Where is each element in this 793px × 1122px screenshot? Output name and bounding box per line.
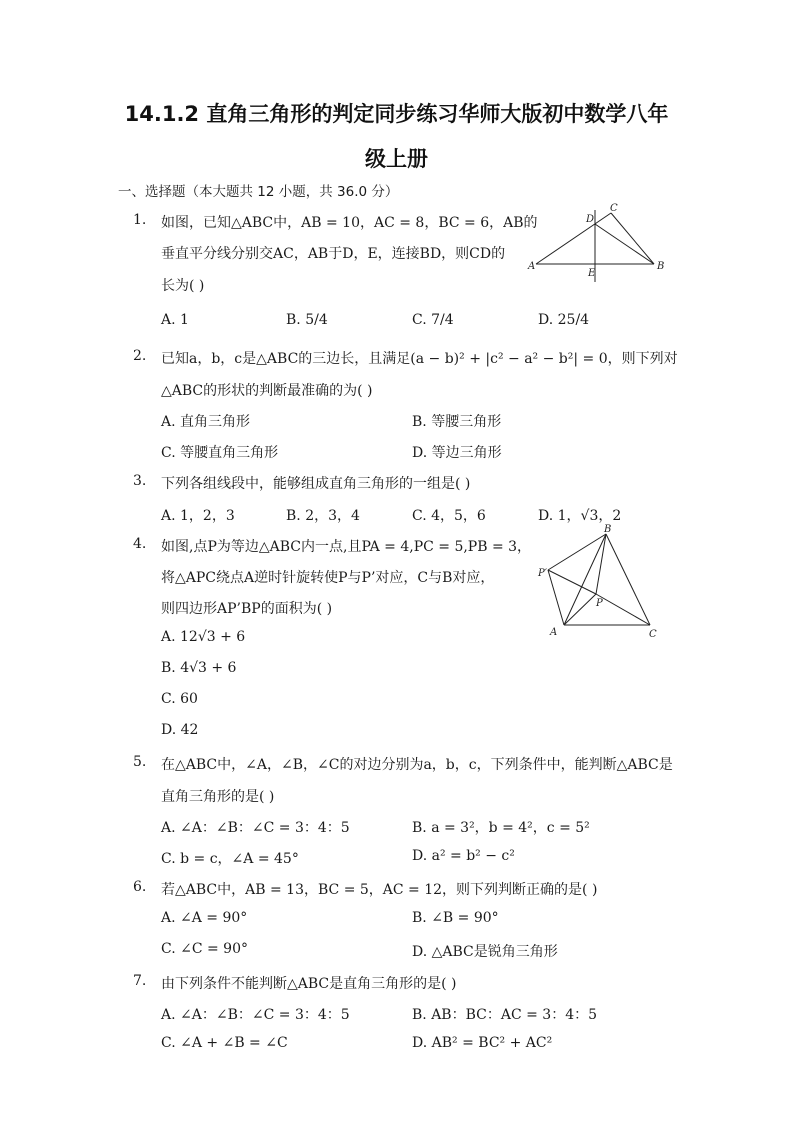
question-text-line: 如图，已知△ABC中，AB = 10，AC = 8，BC = 6，AB的 [161,215,538,231]
triangle-figure-4 [532,522,667,651]
question-text-line: 在△ABC中，∠A，∠B，∠C的对边分别为a，b，c，下列条件中，能判断△ABC是 [161,757,673,773]
option-d: D. 1，√3，2 [538,508,622,524]
option-a: A. 12√3 + 6 [161,629,246,645]
option-b: B. 等腰三角形 [412,414,502,430]
triangle-figure-1 [526,200,671,294]
section-heading: 一、选择题（本大题共 12 小题，共 36.0 分） [118,184,399,200]
label-b: B [604,524,612,535]
option-b: B. 4√3 + 6 [161,660,237,676]
option-a: A. 1，2，3 [161,508,235,524]
question-number: 5. [133,754,147,770]
option-c: C. b = c，∠A = 45° [161,851,299,867]
label-p-prime: P′ [538,568,547,579]
question-number: 2. [133,348,147,364]
label-b: B [657,261,665,272]
label-c: C [649,629,657,640]
option-d: D. 等边三角形 [412,445,502,461]
question-text-line: 长为( ) [161,278,205,294]
option-c: C. 4，5，6 [412,508,486,524]
label-c: C [610,203,618,214]
option-a: A. ∠A：∠B：∠C = 3：4：5 [161,820,350,836]
option-c: C. 等腰直角三角形 [161,445,279,461]
option-b: B. AB：BC：AC = 3：4：5 [412,1007,598,1023]
label-a: A [528,261,536,272]
question-number: 3. [133,473,147,489]
option-c: C. ∠C = 90° [161,941,249,957]
question-text-line: 将△APC绕点A逆时针旋转使P与P’对应，C与B对应， [161,570,495,586]
question-text-line: 已知a，b，c是△ABC的三边长，且满足(a − b)² + |c² − a² − b²| = 0，则下列对 [161,351,678,367]
question-text-line: 则四边形AP’BP的面积为( ) [161,601,333,617]
option-b: B. 5/4 [286,312,328,328]
question-text-line: 由下列条件不能判断△ABC是直角三角形的是( ) [161,976,457,992]
question-text-line: 下列各组线段中，能够组成直角三角形的一组是( ) [161,476,471,492]
option-d: D. 42 [161,722,199,738]
option-d: D. △ABC是锐角三角形 [412,944,558,960]
question-text-line: △ABC的形状的判断最准确的为( ) [161,383,373,399]
option-c: C. 60 [161,691,198,707]
option-b: B. a = 3²，b = 4²，c = 5² [412,820,590,836]
question-number: 1. [133,212,147,228]
option-a: A. ∠A = 90° [161,910,248,926]
option-a: A. ∠A：∠B：∠C = 3：4：5 [161,1007,350,1023]
question-number: 7. [133,973,147,989]
question-number: 6. [133,879,147,895]
option-b: B. ∠B = 90° [412,910,499,926]
label-a: A [550,627,558,638]
option-c: C. ∠A + ∠B = ∠C [161,1035,288,1051]
option-d: D. a² = b² − c² [412,848,515,864]
question-text-line: 如图,点P为等边△ABC内一点,且PA = 4,PC = 5,PB = 3， [161,539,532,555]
option-a: A. 直角三角形 [161,414,251,430]
question-text-line: 直角三角形的是( ) [161,789,275,805]
option-c: C. 7/4 [412,312,454,328]
option-b: B. 2，3，4 [286,508,360,524]
question-text-line: 垂直平分线分别交AC，AB于D，E，连接BD，则CD的 [161,246,506,262]
question-text-line: 若△ABC中，AB = 13，BC = 5，AC = 12，则下列判断正确的是( ) [161,882,598,898]
option-a: A. 1 [161,312,189,328]
option-d: D. AB² = BC² + AC² [412,1035,553,1051]
label-e: E [588,268,596,279]
question-number: 4. [133,536,147,552]
label-p: P [596,598,603,609]
page-title: 14.1.2 直角三角形的判定同步练习华师大版初中数学八年 [124,102,669,126]
page-title-continued: 级上册 [365,147,428,171]
label-d: D [586,214,595,225]
option-d: D. 25/4 [538,312,590,328]
